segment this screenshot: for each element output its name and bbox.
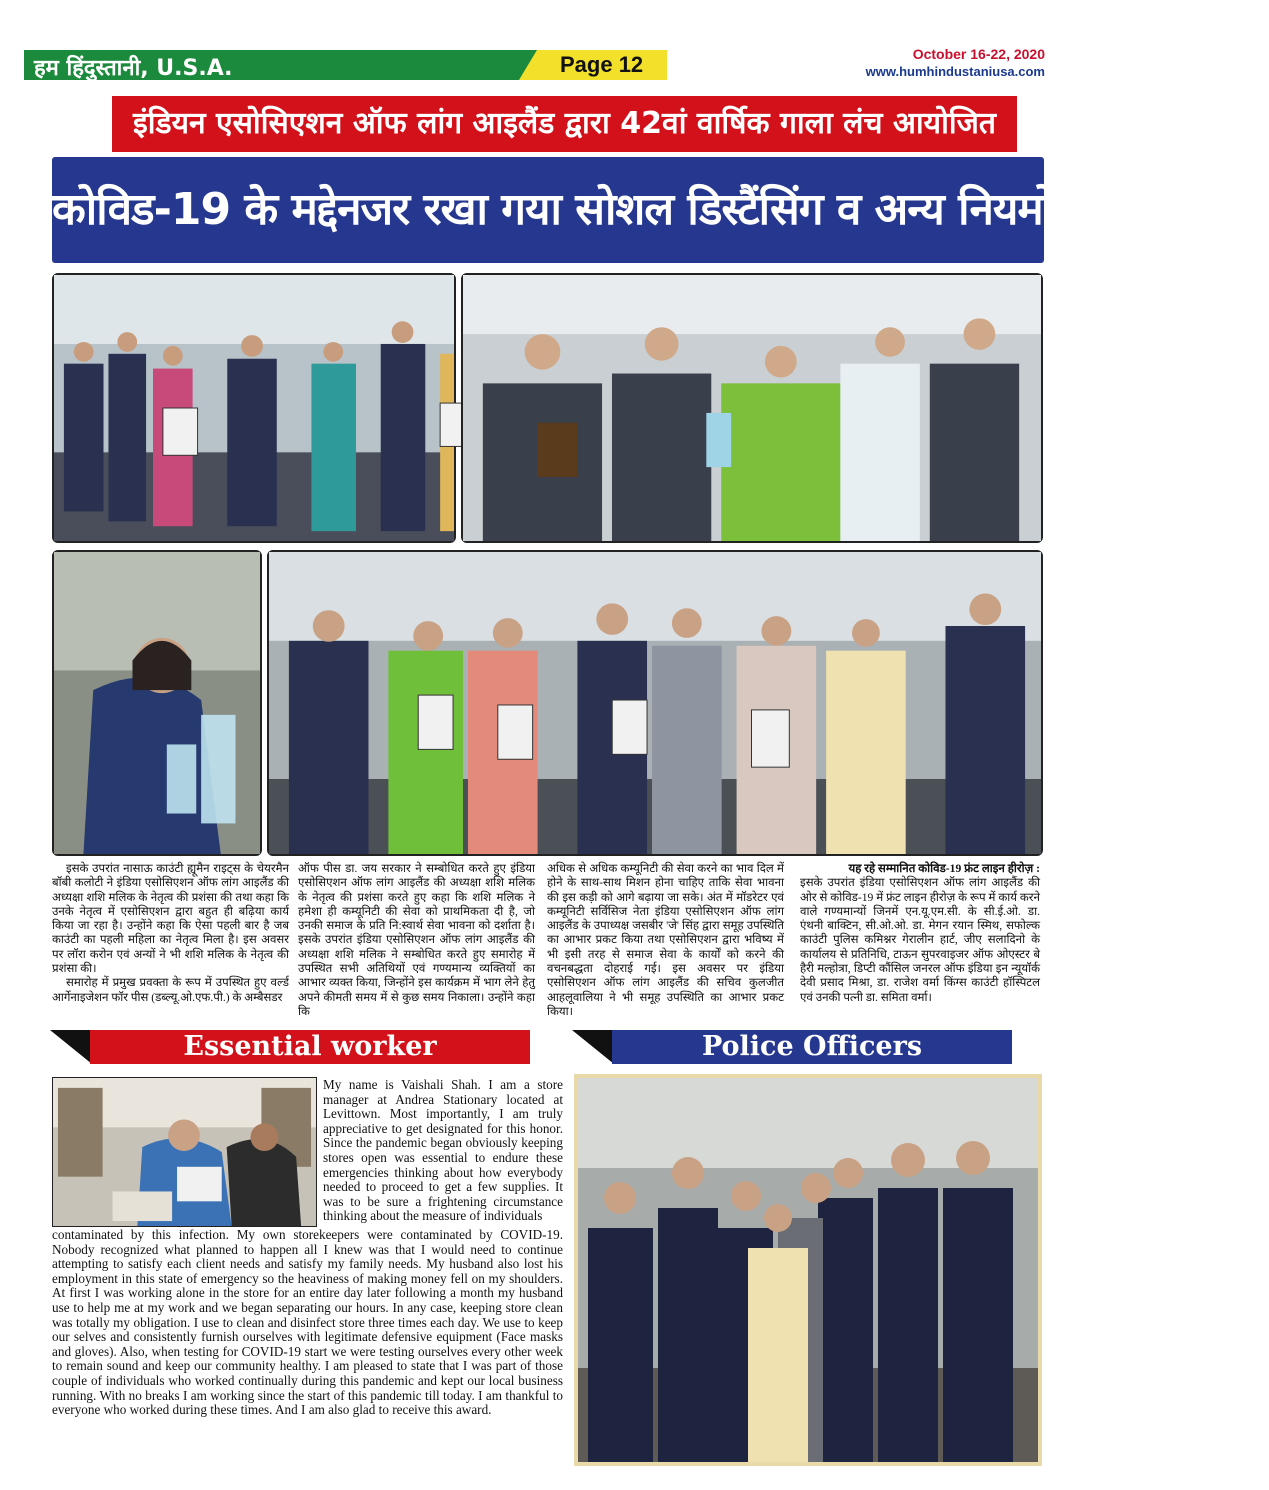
article-column-4 — [800, 862, 1040, 1005]
photo-woman-with-award — [52, 550, 262, 856]
essential-worker-banner: Essential worker — [90, 1030, 530, 1064]
photo-police-officers — [574, 1074, 1042, 1466]
photo-award-presentation — [461, 273, 1043, 543]
paragraph: इसके उपरांत नासाऊ काउंटी ह्यूमैन राइट्स के चेयरमैन बॉबी कलोटी ने इंडिया एसोसिएशन ऑफ लांग आइलैंड की अध्यक्षा शशि मलिक के नेतृत्व की प्रशंसा की तथा कहा कि उनके नेतृत्व में एसोसिएशन द्वारा बहुत ही बढ़िया कार्य किया जा रहा है। उन्होंने कहा कि ऐसा पहली बार है जब काउंटी का पहली महिला का नेतृत्व मिला है। इस अवसर पर लॉरा करोन एवं अन्यों ने भी शशि मलिक के नेतृत्व की प्रशंसा की। — [52, 862, 289, 976]
article-column-3 — [547, 862, 784, 1019]
photo-store-manager — [52, 1077, 317, 1227]
police-banner-arrow — [572, 1030, 614, 1064]
police-officers-banner: Police Officers — [612, 1030, 1012, 1064]
paragraph: ऑफ पीस डा. जय सरकार ने सम्बोधित करते हुए इंडिया एसोसिएशन ऑफ लांग आइलैंड की अध्यक्षा शशि मलिक के नेतृत्व की प्रशंसा करते हुए कहा कि शशि मलिक ने हमेशा ही कम्यूनिटी की सेवा को प्राथमिकता दी है, जो उनकी समाज के प्रति नि:स्वार्थ सेवा भावना को दर्शाता है। इसके उपरांत इंडिया एसोसिएशन ऑफ लांग आइलैंड की अध्यक्षा शशि मलिक ने सम्बोधित करते हुए समारोह में उपस्थित सभी अतिथियों एवं गण्यमान्य व्यक्तियों का आभार व्यक्त किया, जिन्होंने इस कार्यक्रम में भाग लेने हेतु अपने कीमती समय में से कुछ समय निकाला। उन्होंने कहा कि — [298, 862, 535, 1018]
story-paragraph-full: contaminated by this infection. My own storekeepers were contaminated by COVID-19. Nobody recognized what planned to happen all I knew was that I would need to continue attempting to satisfy each client needs and satisfy my family needs. My husband also lost his employment in this state of emergency so the heaviness of making money fell on my shoulders. At first I was working alone in the store for an entire day later following a month my husband use to help me at my work and we began separating our hours. In any case, keeping store clean was totally my obligation. I use to clean and disinfect store three times each day. We use to keep our selves and consistently furnish ourselves with legitimate defensive equipment (Face masks and gloves). Also, when testing for COVID-19 start we were testing ourselves every other week to remain sound and keep our community healthy. I am pleased to state that I was part of those couple of individuals who worked continually during this pandemic and kept our local business running. With no breaks I am working since the start of this pandemic till today. I am thankful to everyone who worked during these times. And I am also glad to receive this award. — [52, 1227, 563, 1418]
article-column-2 — [298, 862, 535, 1019]
honorees-heading: यह रहे सम्मानित कोविड-19 फ्रंट लाइन हीरोज़ : — [848, 862, 1040, 875]
issue-date: October 16-22, 2020 — [912, 46, 1045, 62]
website-link[interactable]: www.humhindustaniusa.com — [865, 64, 1045, 79]
story-paragraph-wrapped: My name is Vaishali Shah. I am a store manager at Andrea Stationary located at Levittown. Most importantly, I am truly appreciative to get designated for this honor. Since the pandemic began obviously keeping stores open was essential to endure these emergencies thinking about how everybody needed to proceed to get a few supplies. It was to be sure a frightening circumstance thinking about the measure of individuals — [323, 1077, 563, 1224]
story-body — [52, 1228, 563, 1418]
photo-group-citations — [52, 273, 456, 543]
headline-main: कोविड-19 के मद्देनजर रखा गया सोशल डिस्टैंसिंग व अन्य नियमों का पूरा ध्यान — [52, 157, 1044, 263]
page-number: Page 12 — [560, 52, 644, 77]
photo-honorees-lineup — [267, 550, 1043, 856]
paragraph: इसके उपरांत इंडिया एसोसिएशन ऑफ लांग आइलैंड की ओर से कोविड-19 में फ्रंट लाइन हीरोज़ के रूप में कार्य करने वाले गण्यमान्यों जिनमें एन.यू.एम.सी. के सी.ई.ओ. डा. एंथनी बाक्टिन, सी.ओ.ओ. डा. मेगन रयान स्मिथ, सफोल्क काउंटी पुलिस कमिश्नर गेरालीन हार्ट, जीए सलादिनो के कार्यालय से प्रतिनिधि, टाऊन सुपरवाइजर ऑफ ओएस्टर बे हैरी मल्होत्रा, डिप्टी कौंसिल जनरल ऑफ इंडिया इन न्यूयॉर्क देवी प्रसाद मिश्रा, डा. राजेश वर्मा किंग्स काउंटी हॉस्पिटल एवं उनकी पत्नी डा. समिता वर्मा। — [800, 876, 1040, 1004]
story-intro — [323, 1078, 563, 1224]
paragraph: अधिक से अधिक कम्यूनिटी की सेवा करने का भाव दिल में होने के साथ-साथ मिशन होना चाहिए ताकि सेवा भावना की इस कड़ी को आगे बढ़ाया जा सके। अंत में मॉडरेटर एवं कम्यूनिटी सर्विसिज नेता इंडिया एसोसिएशन ऑफ लांग आइलैंड के उपाध्यक्ष जसबीर 'जे' सिंह द्वारा समूह उपस्थिति का आभार प्रकट किया तथा एसोसिएशन द्वारा भविष्य में भी इसी तरह से समाज सेवा के कार्यों को करने की वचनबद्धता दोहराई गई। इस अवसर पर इंडिया एसोसिएशन ऑफ लांग आइलैंड की सचिव कुलजीत आहलूवालिया ने भी समूह उपस्थिति का आभार प्रकट किया। — [547, 862, 784, 1018]
paragraph: समारोह में प्रमुख प्रवक्ता के रूप में उपस्थित हुए वर्ल्ड आर्गेनाइजेशन फॉर पीस (डब्ल्यू.ओ.एफ.पी.) के अम्बैसडर — [52, 976, 289, 1004]
headline-top: इंडियन एसोसिएशन ऑफ लांग आइलैंड द्वारा 42वां वार्षिक गाला लंच आयोजित — [112, 96, 1017, 152]
article-column-1 — [52, 862, 289, 1005]
masthead-title: हम हिंदुस्तानी, U.S.A. — [34, 56, 233, 81]
essential-banner-arrow — [50, 1030, 92, 1064]
